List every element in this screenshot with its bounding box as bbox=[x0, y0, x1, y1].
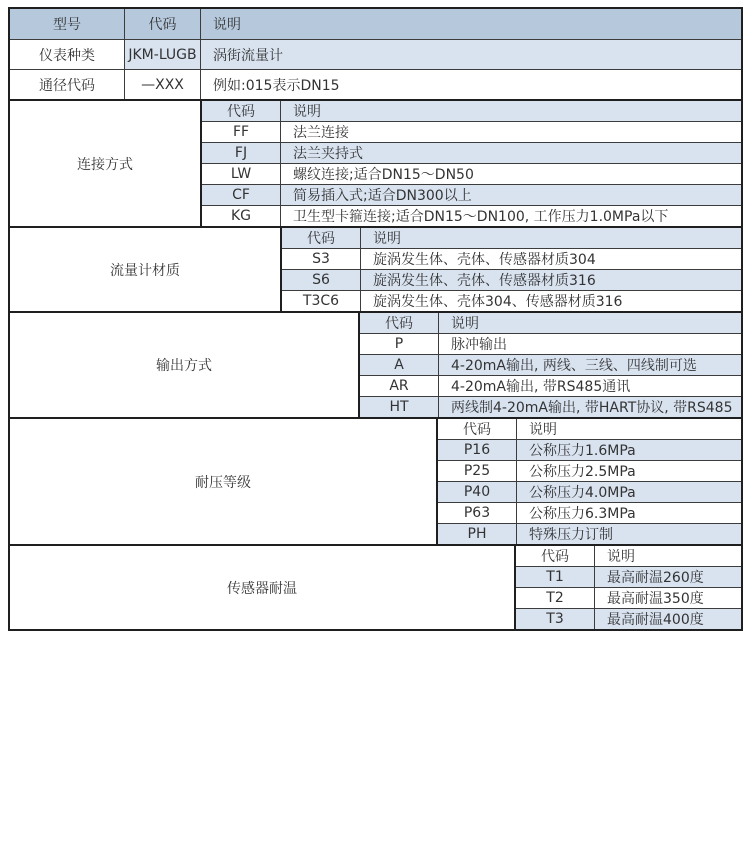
option-code: T3C6 bbox=[302, 293, 340, 309]
instrument-type-code: JKM-LUGB bbox=[124, 40, 200, 69]
sub-header-desc: 说明 bbox=[360, 228, 741, 248]
option-row-p25 bbox=[438, 460, 741, 481]
option-code: PH bbox=[467, 526, 487, 542]
option-row-cf bbox=[202, 184, 741, 205]
model-selection-table bbox=[8, 7, 743, 631]
option-code: FJ bbox=[234, 145, 248, 161]
option-row-s3 bbox=[282, 248, 741, 269]
row-diameter-code bbox=[10, 69, 741, 99]
option-code: P25 bbox=[463, 463, 491, 479]
option-row-a bbox=[360, 354, 741, 375]
option-desc: 公称压力6.3MPa bbox=[516, 503, 741, 523]
option-desc: 简易插入式;适合DN300以上 bbox=[280, 185, 741, 205]
option-code: S6 bbox=[312, 272, 330, 288]
sub-header-desc: 说明 bbox=[280, 101, 741, 121]
sub-header-code: 代码 bbox=[307, 231, 335, 247]
option-row-p40 bbox=[438, 481, 741, 502]
option-code: LW bbox=[230, 166, 252, 182]
section-pressure-rating bbox=[10, 417, 741, 544]
sub-header-row bbox=[360, 313, 741, 333]
option-desc: 最高耐温400度 bbox=[594, 609, 741, 629]
option-code: T1 bbox=[546, 569, 564, 585]
option-desc: 两线制4-20mA输出, 带HART协议, 带RS485 bbox=[438, 397, 741, 417]
option-desc: 法兰连接 bbox=[280, 122, 741, 142]
sub-header-code: 代码 bbox=[463, 422, 491, 438]
section-flowmeter-material bbox=[10, 226, 741, 311]
sub-header-row bbox=[438, 419, 741, 439]
section-output-mode bbox=[10, 311, 741, 417]
section-sensor-temperature-label: 传感器耐温 bbox=[227, 580, 297, 597]
option-code: KG bbox=[230, 208, 252, 224]
sub-header-code: 代码 bbox=[385, 316, 413, 332]
option-code: FF bbox=[232, 124, 250, 140]
diameter-code-desc: 例如:015表示DN15 bbox=[200, 70, 741, 99]
sensor-temperature-subtable bbox=[514, 546, 741, 629]
sub-header-row bbox=[282, 228, 741, 248]
option-row-p bbox=[360, 333, 741, 354]
section-pressure-rating-label: 耐压等级 bbox=[195, 474, 251, 491]
section-flowmeter-material-label: 流量计材质 bbox=[110, 262, 180, 279]
diameter-code-label: 通径代码 bbox=[39, 77, 95, 94]
header-code-col: 代码 bbox=[124, 9, 200, 39]
sub-header-desc: 说明 bbox=[438, 313, 741, 333]
option-row-p63 bbox=[438, 502, 741, 523]
option-row-kg bbox=[202, 205, 741, 226]
option-code: P bbox=[394, 336, 404, 352]
option-desc: 脉冲输出 bbox=[438, 334, 741, 354]
option-desc: 4-20mA输出, 两线、三线、四线制可选 bbox=[438, 355, 741, 375]
option-code: P16 bbox=[463, 442, 491, 458]
sub-header-desc: 说明 bbox=[516, 419, 741, 439]
option-row-t3 bbox=[516, 608, 741, 629]
option-row-t1 bbox=[516, 566, 741, 587]
option-desc: 旋涡发生体、壳体、传感器材质304 bbox=[360, 249, 741, 269]
option-code: T3 bbox=[546, 611, 564, 627]
option-code: A bbox=[394, 357, 404, 373]
option-code: P63 bbox=[463, 505, 491, 521]
option-desc: 最高耐温350度 bbox=[594, 588, 741, 608]
option-row-p16 bbox=[438, 439, 741, 460]
option-desc: 公称压力4.0MPa bbox=[516, 482, 741, 502]
option-row-t2 bbox=[516, 587, 741, 608]
pressure-rating-subtable bbox=[436, 419, 741, 544]
option-desc: 公称压力2.5MPa bbox=[516, 461, 741, 481]
option-desc: 法兰夹持式 bbox=[280, 143, 741, 163]
option-code: P40 bbox=[463, 484, 491, 500]
diameter-code-value: —XXX bbox=[124, 70, 200, 99]
option-row-t3c6 bbox=[282, 290, 741, 311]
option-row-ht bbox=[360, 396, 741, 417]
section-output-mode-label: 输出方式 bbox=[156, 358, 212, 374]
option-code: HT bbox=[389, 399, 409, 415]
option-code: S3 bbox=[312, 251, 330, 267]
sub-header-row bbox=[516, 546, 741, 566]
connection-type-subtable bbox=[200, 101, 741, 226]
option-desc: 最高耐温260度 bbox=[594, 567, 741, 587]
option-code: AR bbox=[389, 378, 409, 394]
header-model-col: 型号 bbox=[53, 17, 81, 33]
section-connection-type bbox=[10, 99, 741, 226]
output-mode-subtable bbox=[358, 313, 741, 417]
option-desc: 4-20mA输出, 带RS485通讯 bbox=[438, 376, 741, 396]
option-row-s6 bbox=[282, 269, 741, 290]
option-desc: 旋涡发生体、壳体、传感器材质316 bbox=[360, 270, 741, 290]
sub-header-code: 代码 bbox=[227, 104, 255, 120]
instrument-type-desc: 涡街流量计 bbox=[200, 40, 741, 69]
section-connection-type-label: 连接方式 bbox=[77, 156, 133, 173]
option-row-ph bbox=[438, 523, 741, 544]
header-desc-col: 说明 bbox=[200, 9, 741, 39]
option-desc: 特殊压力订制 bbox=[516, 524, 741, 544]
section-sensor-temperature bbox=[10, 544, 741, 629]
option-row-ff bbox=[202, 121, 741, 142]
option-row-fj bbox=[202, 142, 741, 163]
sub-header-desc: 说明 bbox=[594, 546, 741, 566]
option-code: CF bbox=[232, 187, 250, 203]
option-desc: 公称压力1.6MPa bbox=[516, 440, 741, 460]
table-header-row bbox=[10, 9, 741, 39]
row-instrument-type bbox=[10, 39, 741, 69]
option-desc: 卫生型卡箍连接;适合DN15～DN100, 工作压力1.0MPa以下 bbox=[280, 206, 741, 226]
sub-header-row bbox=[202, 101, 741, 121]
sub-header-code: 代码 bbox=[541, 549, 569, 565]
option-desc: 旋涡发生体、壳体304、传感器材质316 bbox=[360, 291, 741, 311]
option-desc: 螺纹连接;适合DN15～DN50 bbox=[280, 164, 741, 184]
option-row-ar bbox=[360, 375, 741, 396]
instrument-type-label: 仪表种类 bbox=[39, 47, 95, 64]
option-code: T2 bbox=[546, 590, 564, 606]
option-row-lw bbox=[202, 163, 741, 184]
flowmeter-material-subtable bbox=[280, 228, 741, 311]
